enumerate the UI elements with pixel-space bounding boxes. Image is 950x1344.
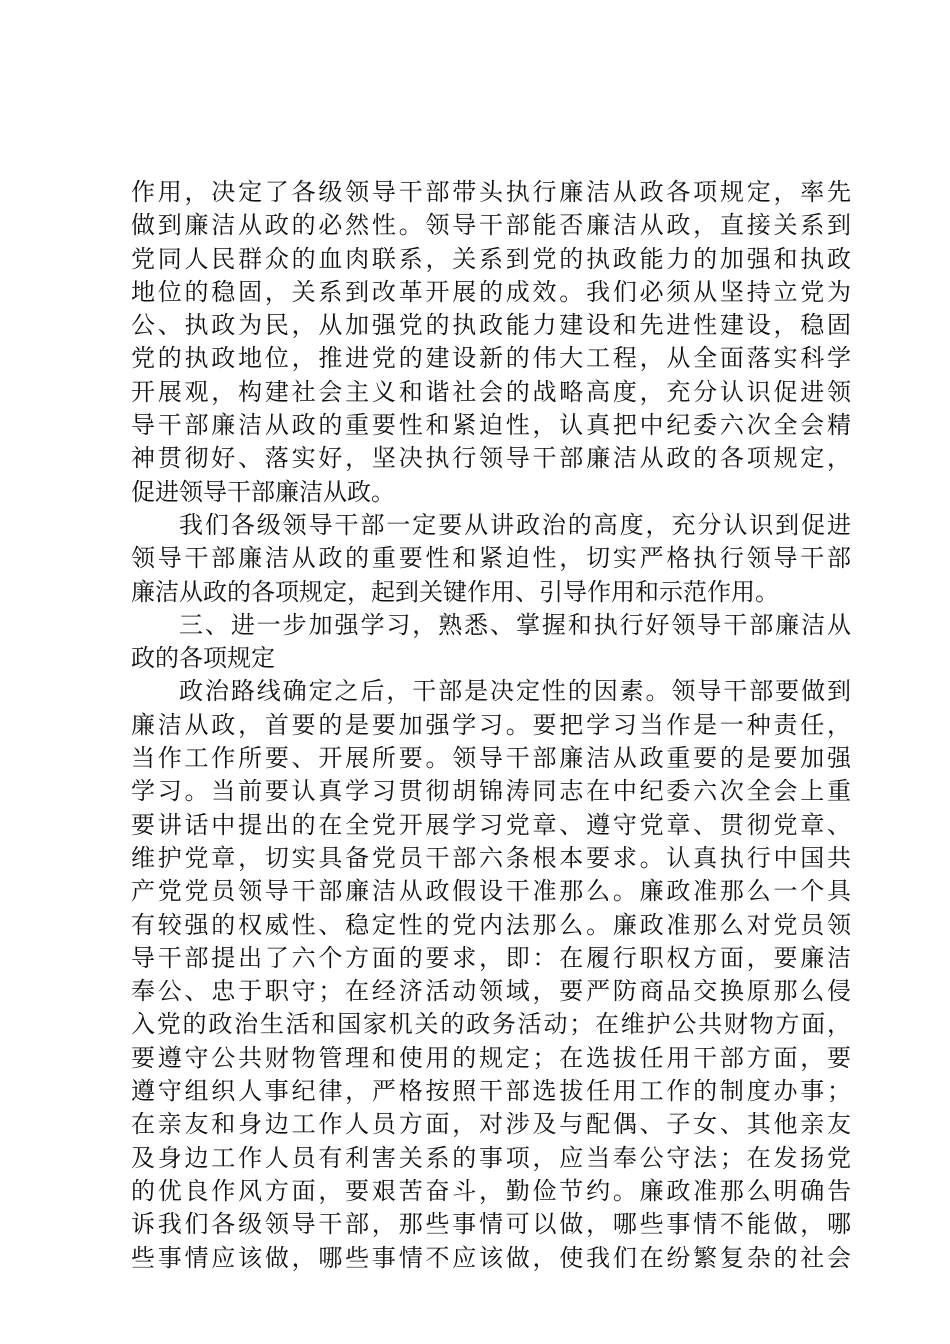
text-line: 维护党章，切实具备党员干部六条根本要求。认真执行中国共 [131,843,851,872]
text-line: 产党党员领导干部廉洁从政假设干准那么。廉政准那么一个具 [131,877,851,906]
text-line: 促进领导干部廉洁从政。 [131,477,395,506]
text-line: 遵守组织人事纪律，严格按照干部选拔任用工作的制度办事； [131,1077,851,1106]
text-line: 诉我们各级领导干部，那些事情可以做，哪些事情不能做，哪 [131,1210,851,1239]
text-line: 神贯彻好、落实好，坚决执行领导干部廉洁从政的各项规定， [131,444,851,473]
text-line: 作用，决定了各级领导干部带头执行廉洁从政各项规定，率先 [131,178,851,206]
section-heading-line: 政的各项规定 [131,644,275,673]
section-heading-line: 三、进一步加强学习，熟悉、掌握和执行好领导干部廉洁从 [179,610,851,639]
text-line: 党同人民群众的血肉联系，关系到党的执政能力的加强和执政 [131,244,851,273]
text-line: 开展观，构建社会主义和谐社会的战略高度，充分认识促进领 [131,377,851,406]
text-line: 做到廉洁从政的必然性。领导干部能否廉洁从政，直接关系到 [131,211,851,240]
text-line: 地位的稳固，关系到改革开展的成效。我们必须从坚持立党为 [131,277,851,306]
text-line: 奉公、忠于职守；在经济活动领域，要严防商品交换原那么侵 [131,977,851,1006]
text-line: 学习。当前要认真学习贯彻胡锦涛同志在中纪委六次全会上重 [131,777,851,806]
text-line: 些事情应该做，哪些事情不应该做，使我们在纷繁复杂的社会 [131,1243,851,1272]
text-line: 导干部廉洁从政的重要性和紧迫性，认真把中纪委六次全会精 [131,411,851,440]
text-line: 公、执政为民，从加强党的执政能力建设和先进性建设，稳固 [131,311,851,340]
text-line: 当作工作所要、开展所要。领导干部廉洁从政重要的是要加强 [131,744,851,773]
text-line: 导干部提出了六个方面的要求，即：在履行职权方面，要廉洁 [131,943,851,972]
text-line: 廉洁从政的各项规定，起到关键作用、引导作用和示范作用。 [131,577,779,606]
paragraph-start-line: 我们各级领导干部一定要从讲政治的高度，充分认识到促进 [179,510,851,539]
text-line: 要遵守公共财物管理和使用的规定；在选拔任用干部方面，要 [131,1043,851,1072]
text-line: 入党的政治生活和国家机关的政务活动；在维护公共财物方面， [131,1010,851,1039]
body-text [131,176,851,1275]
text-line: 领导干部廉洁从政的重要性和紧迫性，切实严格执行领导干部 [131,544,851,573]
text-line: 的优良作风方面，要艰苦奋斗，勤俭节约。廉政准那么明确告 [131,1176,851,1205]
text-line: 在亲友和身边工作人员方面，对涉及与配偶、子女、其他亲友 [131,1110,851,1139]
text-line: 廉洁从政，首要的是要加强学习。要把学习当作是一种责任， [131,710,851,739]
text-line: 有较强的权威性、稳定性的党内法那么。廉政准那么对党员领 [131,910,851,939]
text-line: 要讲话中提出的在全党开展学习党章、遵守党章、贯彻党章、 [131,810,851,839]
text-line: 及身边工作人员有利害关系的事项，应当奉公守法；在发扬党 [131,1143,851,1172]
paragraph-start-line: 政治路线确定之后，干部是决定性的因素。领导干部要做到 [179,677,851,706]
text-line: 党的执政地位，推进党的建设新的伟大工程，从全面落实科学 [131,344,851,373]
